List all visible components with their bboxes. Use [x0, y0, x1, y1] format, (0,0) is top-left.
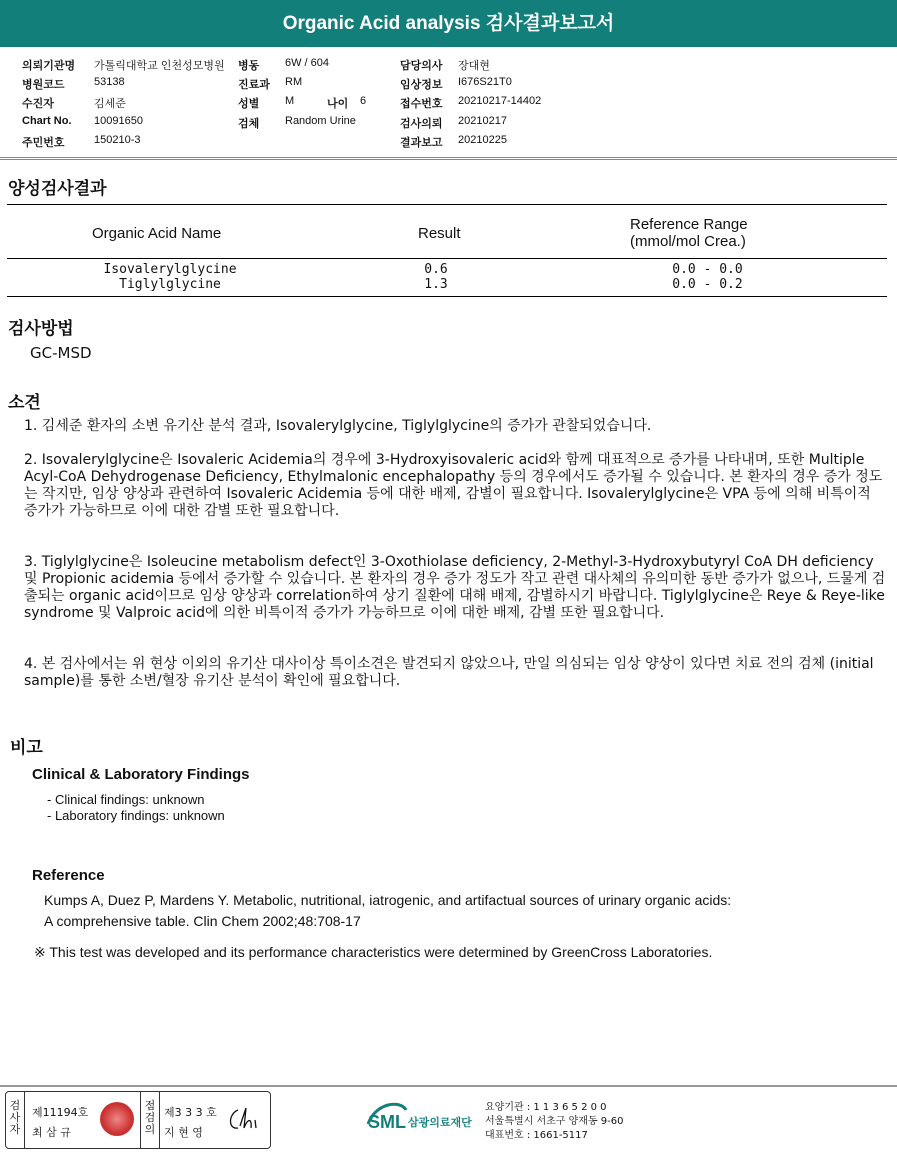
col-header-result: Result: [418, 225, 461, 242]
clinical-findings: - Clinical findings: unknown: [47, 792, 205, 807]
value-department: RM: [285, 76, 303, 88]
report-title: Organic Acid analysis 검사결과보고서: [282, 13, 615, 34]
value-report-date: 20210225: [458, 134, 507, 146]
official-seal-icon: [100, 1102, 134, 1136]
col-header-name: Organic Acid Name: [92, 225, 222, 242]
label-ward: 병동: [238, 60, 260, 72]
value-resident-no: 150210-3: [94, 134, 141, 146]
header-divider: [0, 157, 897, 160]
row2-ref: 0.0 - 0.2: [672, 277, 743, 292]
value-hospital-code: 53138: [94, 76, 125, 88]
label-sex: 성별: [238, 98, 260, 110]
col-header-ref: Reference Range: [630, 216, 748, 233]
value-institution: 가톨릭대학교 인천성모병원: [94, 60, 225, 72]
sml-logo-icon: [366, 1098, 481, 1138]
col-header-ref-unit: (mmol/mol Crea.): [630, 233, 746, 250]
value-ward: 6W / 604: [285, 57, 330, 69]
value-age: 6: [360, 95, 367, 107]
finding-paragraph-4: 4. 본 검사에서는 위 현상 이외의 유기산 대사이상 특이소견은 발견되지 않았으나, 만일 의심되는 임상 양상이 있다면 치료 전의 검체 (initial sample)를 통한 소변/혈장 유기산 분석이 확인에 필요합니다.: [24, 656, 874, 689]
tester-label: 검사자: [9, 1099, 21, 1136]
reference-line-1: Kumps A, Duez P, Mardens Y. Metabolic, nutritional, iatrogenic, and artifactual sources of urinary organic acids:: [44, 892, 732, 908]
tester-name: 최 삼 규: [32, 1126, 71, 1139]
value-chart-no: 10091650: [94, 115, 143, 127]
signature-stamp-box: [5, 1091, 271, 1149]
label-doctor: 담당의사: [400, 60, 443, 72]
label-patient: 수진자: [22, 98, 54, 110]
institution-info: [485, 1101, 624, 1143]
label-specimen: 검체: [238, 118, 260, 130]
laboratory-findings: - Laboratory findings: unknown: [47, 808, 225, 823]
institution-code: 요양기관 : 1 1 3 6 5 2 0 0: [485, 1102, 607, 1113]
finding-paragraph-3: 3. Tiglylglycine은 Isoleucine metabolism defect인 3-Oxothiolase deficiency, 2-Methyl-3-Hydroxybutyryl CoA DH deficiency 및 Propionic acidemia 등에서 증가할 수 있습니다. 본 환자의 경우 증가 정도가 작고 관련 대사체의 유의미한 동반 증가가 없으나, 드물게 검출되는 organic acid이므로 임상 양상과 correlation하여 상기 질환에 대해 배제, 감별하시기 바랍니다. Tiglylglycine은 Reye & Reye-like syndrome 및 Valproic acid에 의한 비특이적 증가가 가능하므로 이에 대한 배제, 감별 또한 필요합니다.: [24, 554, 886, 621]
logo-text: SML: [368, 1112, 406, 1132]
tester-license: 제11194호: [32, 1106, 89, 1119]
sml-logo: [366, 1098, 481, 1142]
row2-result: 1.3: [424, 277, 448, 292]
table-header-rule: [7, 258, 887, 259]
method-value: GC-MSD: [30, 344, 92, 362]
table-top-rule: [7, 204, 887, 205]
label-report-date: 결과보고: [400, 137, 443, 149]
signature-icon: [224, 1104, 264, 1136]
finding-paragraph-2: 2. Isovalerylglycine은 Isovaleric Acidemia의 경우에 3-Hydroxyisovaleric acid와 함께 대표적으로 증가를 나타내며, 또한 Multiple Acyl-CoA Dehydrogenase Deficiency, Ethylmalonic encephalopathy 등의 경우에서도 증가될 수 있습니다. 본 환자의 경우 증가 정도는 작지만, 임상 양상과 관련하여 Isovaleric Acidemia 등에 대한 배제, 감별이 필요합니다. Isovalerylglycine은 VPA 등에 의해 비특이적 증가가 가능하므로 이에 대한 감별 또한 필요합니다.: [24, 452, 883, 519]
label-request-date: 검사의뢰: [400, 118, 443, 130]
label-chart-no: Chart No.: [22, 115, 72, 127]
finding-paragraph-1: 1. 김세준 환자의 소변 유기산 분석 결과, Isovalerylglycine, Tiglylglycine의 증가가 관찰되었습니다.: [24, 418, 652, 434]
findings-heading: 소견: [8, 393, 41, 413]
label-resident-no: 주민번호: [22, 137, 65, 149]
lab-disclaimer: ※ This test was developed and its performance characteristics were determined by GreenCross Laboratories.: [34, 944, 713, 960]
institution-phone: 대표번호 : 1661-5117: [485, 1130, 588, 1141]
label-receipt-no: 접수번호: [400, 98, 443, 110]
reference-heading: Reference: [32, 867, 105, 884]
row1-name: Isovalerylglycine: [103, 262, 237, 277]
footer-divider: [0, 1085, 897, 1087]
label-hospital-code: 병원코드: [22, 79, 65, 91]
value-doctor: 장대현: [458, 60, 490, 72]
label-department: 진료과: [238, 79, 270, 91]
org-name: 삼광의료재단: [408, 1116, 472, 1129]
reviewer-label: 점검의: [144, 1099, 156, 1136]
reference-line-2: A comprehensive table. Clin Chem 2002;48:708-17: [44, 913, 361, 929]
label-institution: 의뢰기관명: [22, 60, 76, 72]
institution-address: 서울특별시 서초구 양재동 9-60: [485, 1116, 624, 1127]
label-age: 나이: [327, 98, 349, 110]
value-receipt-no: 20210217-14402: [458, 95, 542, 107]
value-request-date: 20210217: [458, 115, 507, 127]
row1-ref: 0.0 - 0.0: [672, 262, 743, 277]
value-specimen: Random Urine: [285, 115, 356, 127]
patient-header: [0, 55, 897, 155]
reviewer-license: 제3 3 3 호: [164, 1106, 217, 1119]
label-clinical-info: 임상정보: [400, 79, 443, 91]
report-title-bar: [0, 0, 897, 47]
value-clinical-info: I676S21T0: [458, 76, 512, 88]
row1-result: 0.6: [424, 262, 448, 277]
remarks-heading: 비고: [10, 738, 43, 758]
value-sex: M: [285, 95, 295, 107]
reviewer-name: 지 현 영: [164, 1126, 203, 1139]
table-bottom-rule: [7, 296, 887, 297]
row2-name: Tiglylglycine: [119, 277, 221, 292]
value-patient: 김세준: [94, 98, 126, 110]
method-heading: 검사방법: [8, 319, 74, 339]
clinical-findings-heading: Clinical & Laboratory Findings: [32, 766, 250, 783]
positive-results-heading: 양성검사결과: [8, 179, 107, 199]
